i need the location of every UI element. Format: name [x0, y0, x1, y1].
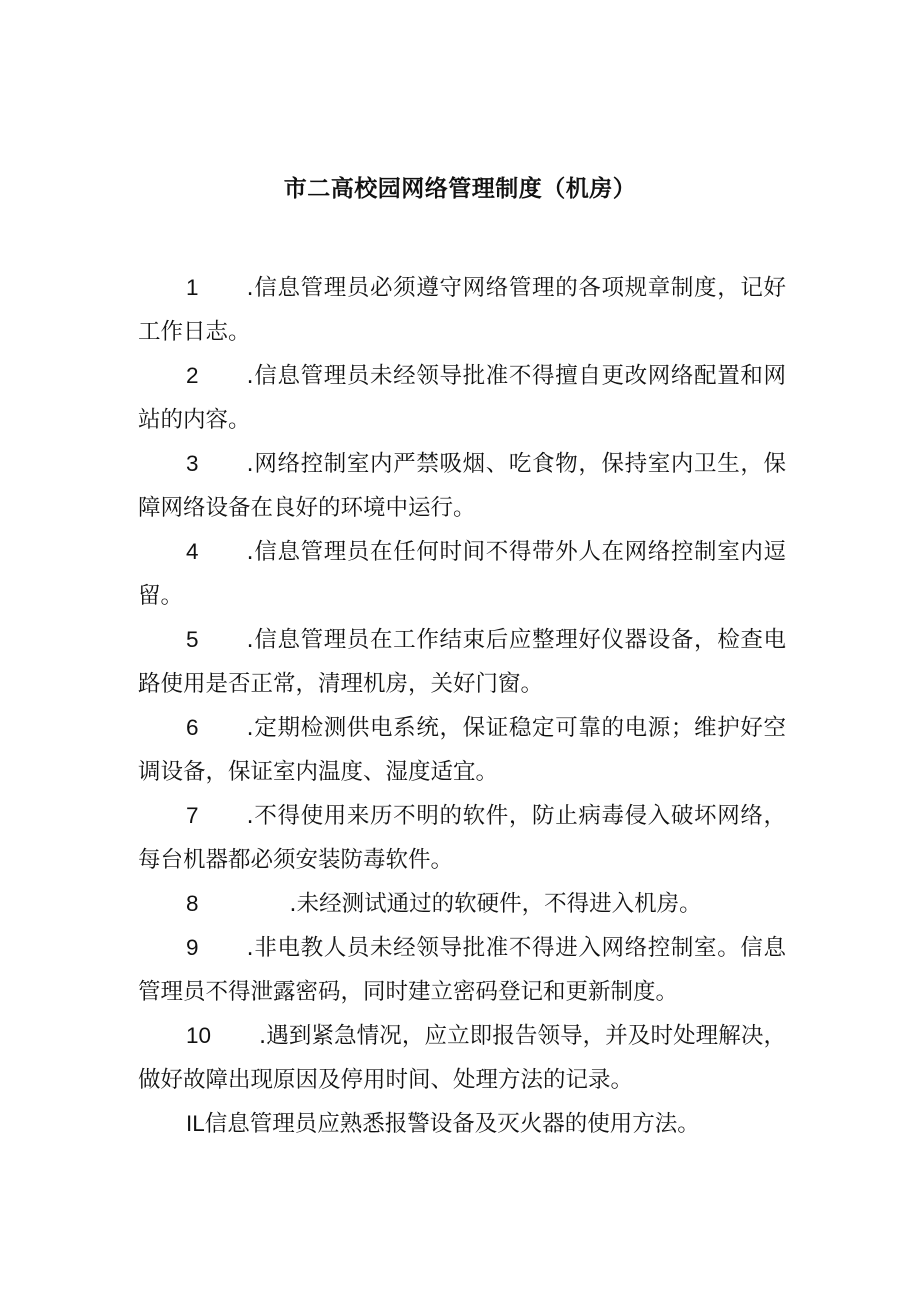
rule-text: 定期检测供电系统，保证稳定可靠的电源；维护好空调设备，保证室内温度、湿度适宜。: [138, 715, 786, 785]
rule-text: 不得使用来历不明的软件，防止病毒侵入破坏网络，每台机器都必须安装防毒软件。: [138, 803, 786, 873]
rule-item-9: [138, 926, 786, 1014]
rule-separator: .: [259, 1023, 267, 1049]
rule-separator: .: [246, 891, 297, 917]
rules-list: [138, 266, 786, 1146]
rule-item-4: [138, 530, 786, 618]
rule-number: 8: [186, 891, 199, 916]
rule-text: 信息管理员应熟悉报警设备及灭火器的使用方法。: [204, 1111, 700, 1137]
rule-separator: .: [246, 715, 254, 741]
rule-item-6: [138, 706, 786, 794]
rule-number: 6: [186, 715, 199, 740]
rule-separator: .: [246, 539, 254, 565]
rule-text: 非电教人员未经领导批准不得进入网络控制室。信息管理员不得泄露密码，同时建立密码登记和更新制度。: [138, 935, 786, 1005]
rule-item-3: [138, 442, 786, 530]
rule-number: 1: [186, 275, 199, 300]
rule-text: 未经测试通过的软硬件，不得进入机房。: [296, 891, 702, 917]
rule-number: 3: [186, 451, 199, 476]
rule-text: 网络控制室内严禁吸烟、吃食物，保持室内卫生，保障网络设备在良好的环境中运行。: [138, 451, 786, 521]
rule-number: IL: [186, 1111, 205, 1136]
rule-separator: .: [246, 363, 254, 389]
rule-text: 信息管理员未经领导批准不得擅自更改网络配置和网站的内容。: [138, 363, 786, 433]
rule-separator: .: [246, 935, 254, 961]
rule-item-10: [138, 1014, 786, 1102]
rule-separator: .: [246, 627, 254, 653]
rule-text: 信息管理员在任何时间不得带外人在网络控制室内逗留。: [138, 539, 786, 609]
rule-number: 7: [186, 803, 199, 828]
rule-text: 遇到紧急情况，应立即报告领导，并及时处理解决，做好故障出现原因及停用时间、处理方法的记录。: [138, 1023, 786, 1093]
rule-item-11: [138, 1102, 786, 1146]
rule-number: 4: [186, 539, 199, 564]
rule-item-1: [138, 266, 786, 354]
rule-item-5: [138, 618, 786, 706]
rule-separator: .: [246, 275, 254, 301]
rule-separator: .: [246, 803, 254, 829]
rule-number: 10: [186, 1023, 212, 1048]
rule-text: 信息管理员必须遵守网络管理的各项规章制度，记好工作日志。: [138, 275, 786, 345]
rule-number: 9: [186, 935, 199, 960]
rule-item-8: [138, 882, 786, 926]
rule-item-2: [138, 354, 786, 442]
rule-text: 信息管理员在工作结束后应整理好仪器设备，检查电路使用是否正常，清理机房，关好门窗。: [138, 627, 786, 697]
rule-number: 5: [186, 627, 199, 652]
rule-separator: .: [246, 451, 254, 477]
rule-number: 2: [186, 363, 199, 388]
document-title: 市二高校园网络管理制度（机房）: [283, 176, 637, 202]
rule-item-7: [138, 794, 786, 882]
